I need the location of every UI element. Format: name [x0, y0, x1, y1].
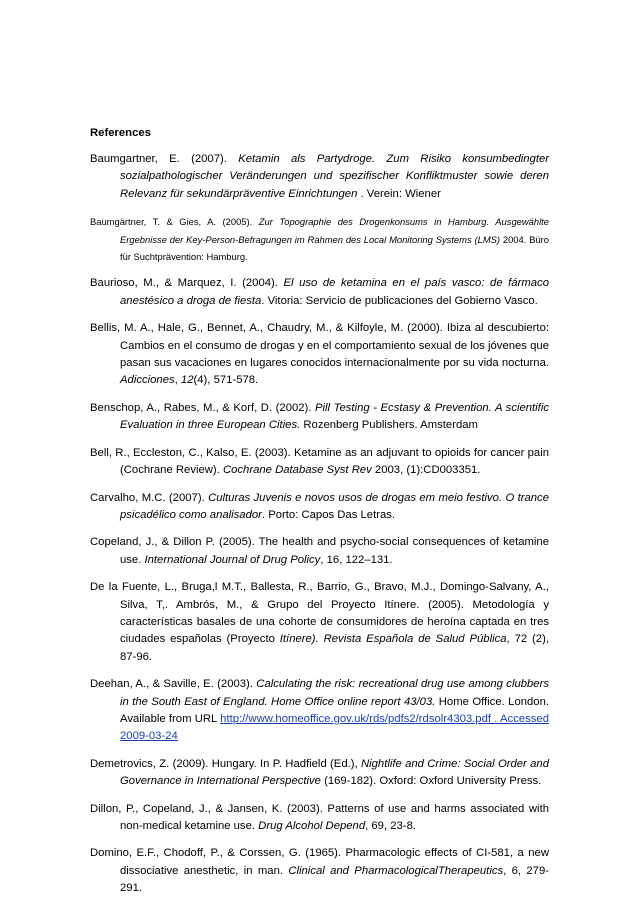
ref-title: Pill Testing - Ecstasy & Prevention. A scientific Evaluation in three European Cities. — [120, 401, 549, 432]
ref-text: Deehan, A., & Saville, E. (2003). — [90, 678, 257, 691]
ref-text: Baumgartner, E. (2007). — [90, 153, 239, 165]
ref-text: (4), 571-578. — [193, 374, 259, 387]
ref-text: De la Fuente, L., Bruga,l M.T., Ballesta, R., Barrio, G., Bravo, M.J., Domingo-Salvany, A., Silva, T,. Ambrós, M., & Grupo del Proyecto Itínere. (2005). Metodología y características basales de una cohorte de consumidores de heroína captada en tres ciudades españolas (Proyecto — [90, 581, 549, 646]
ref-title: Culturas Juvenis e novos usos de drogas em meio festivo. O trance psicadélico como analisador — [120, 491, 549, 521]
ref-text: Dillon, P., Copeland, J., & Jansen, K. (2003). Patterns of use and harms associated with non-medical ketamine use. — [90, 802, 549, 832]
ref-text: , 69, 23-8. — [365, 820, 416, 832]
ref-text: , — [174, 374, 181, 387]
ref-text: Bellis, M. A., Hale, G., Bennet, A., Chaudry, M., & Kilfoyle, M. (2000). Ibiza al descubierto: Cambios en el consumo de drogas y en el comportamiento sexual de los jóvenes que pasan sus vacaciones en lugares conocidos internacionalmente por su vida nocturna. — [90, 322, 549, 370]
ref-title: Drug Alcohol Depend — [258, 820, 366, 832]
ref-text: Benschop, A., Rabes, M., & Korf, D. (2002). — [90, 401, 315, 414]
reference-entry — [90, 151, 549, 203]
ref-text: Baurioso, M., & Marquez, I. (2004). — [90, 277, 284, 290]
reference-entry — [90, 445, 549, 480]
reference-entry — [90, 490, 549, 525]
ref-text: Home Office. London. Available from URL — [120, 695, 549, 725]
reference-entry — [90, 213, 549, 265]
ref-text: , 16, 122–131. — [320, 553, 393, 566]
ref-title: Clinical and PharmacologicalTherapeutics — [288, 864, 504, 877]
ref-text: Demetrovics, Z. (2009). Hungary. In P. Hadfield (Ed.), — [90, 757, 361, 770]
ref-title: Cochrane Database Syst Rev — [222, 464, 372, 477]
ref-title: Zur Topographie des Drogenkonsums in Hamburg. Ausgewählte Ergebnisse der Key-Person-Befragungen im Rahmen des Local Monitoring Systems (LMS) — [120, 216, 549, 245]
ref-text: , 6, 279-291. — [120, 864, 549, 895]
reference-entry — [90, 400, 549, 435]
ref-title: Ketamin als Partydroge. Zum Risiko konsumbedingter sozialpathologischer Veränderungen und spezifischer Konfliktmuster sowie deren Relevanz für sekundärpräventive Einrichtungen — [120, 153, 550, 200]
ref-text: 2004. Büro für Suchtprävention: Hamburg. — [120, 233, 550, 263]
reference-entry — [90, 579, 549, 666]
ref-volume: 12 — [180, 374, 194, 387]
reference-entry — [90, 801, 549, 836]
reference-list — [90, 151, 549, 908]
ref-text: Rozenberg Publishers. Amsterdam — [300, 419, 478, 432]
reference-entry — [90, 320, 549, 390]
ref-url-link[interactable]: http://www.homeoffice.gov.uk/rds/pdfs2/rdsolr4303.pdf . Accessed 2009-03-24 — [120, 712, 549, 743]
ref-text: Domino, E.F., Chodoff, P., & Corssen, G. (1965). Pharmacologic effects of CI-581, a new dissociative anesthetic, in man. — [90, 847, 549, 877]
reference-entry — [90, 275, 549, 310]
ref-title: Itínere). Revista Española de Salud Pública — [279, 633, 507, 646]
ref-text: . Verein: Wiener — [357, 187, 441, 200]
ref-text: , 72 (2), 87-96. — [120, 633, 549, 663]
ref-text: (169-182). Oxford: Oxford University Press. — [320, 775, 542, 788]
reference-entry — [90, 756, 549, 791]
ref-title: Calculating the risk: recreational drug use among clubbers in the South East of England. Home Office online report 43/03. — [120, 678, 549, 708]
reference-entry — [90, 534, 549, 569]
ref-text: Carvalho, M.C. (2007). — [90, 491, 209, 504]
ref-text: Baumgärtner, T. & Gies, A. (2005). — [90, 216, 259, 228]
ref-title: International Journal of Drug Policy — [144, 553, 321, 566]
ref-text: 2003, (1):CD003351. — [371, 464, 481, 477]
ref-text: . Porto: Capos Das Letras. — [261, 508, 396, 521]
ref-title: Nightlife and Crime: Social Order and Governance in International Perspective — [120, 757, 549, 788]
ref-title: El uso de ketamina en el país vasco: de fármaco anestésico a droga de fiesta — [120, 277, 549, 307]
reference-entry — [90, 676, 549, 746]
ref-title: Adicciones — [120, 374, 175, 387]
references-heading: References — [90, 127, 151, 139]
ref-text: Bell, R., Eccleston, C., Kalso, E. (2003). Ketamine as an adjuvant to opioids for cancer pain (Cochrane Review). — [90, 446, 549, 477]
ref-text: Copeland, J., & Dillon P. (2005). The health and psycho-social consequences of ketamine use. — [90, 536, 549, 566]
ref-text: . Vitoria: Servicio de publicaciones del Gobierno Vasco. — [261, 294, 538, 307]
reference-entry — [90, 845, 549, 897]
